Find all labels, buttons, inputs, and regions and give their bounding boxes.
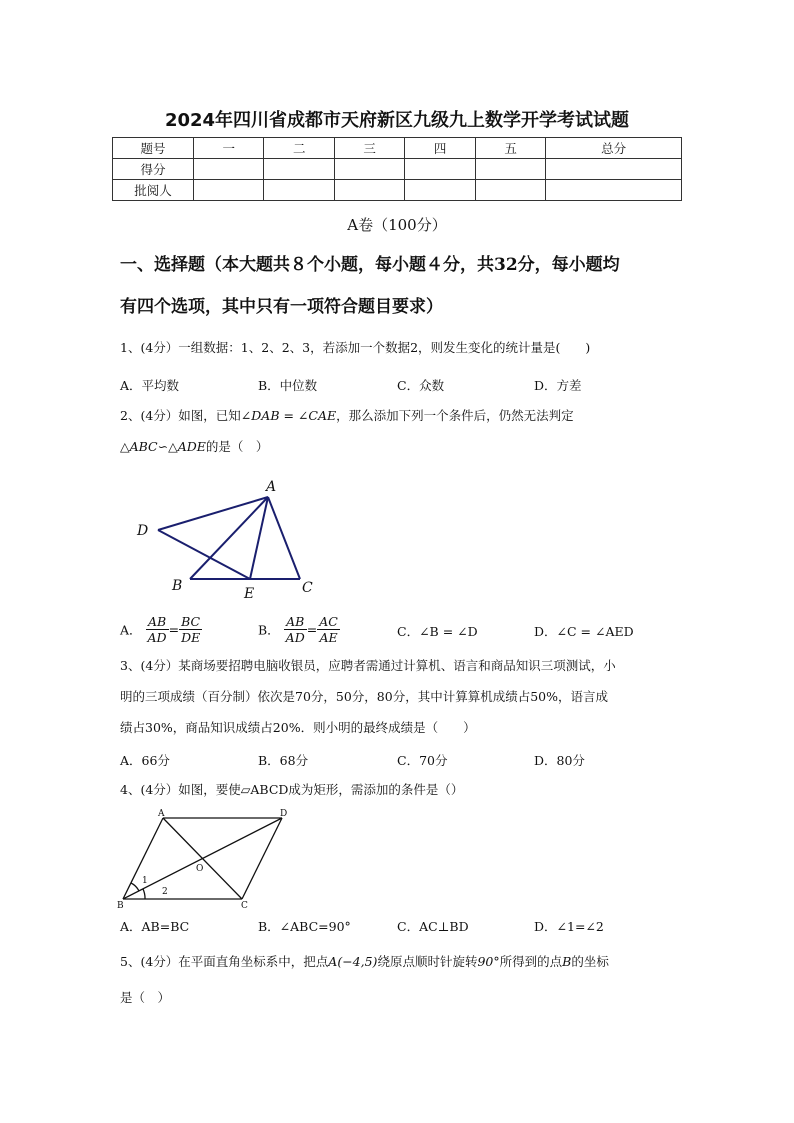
q4-option-b: B．∠ABC=90° — [258, 919, 351, 934]
q2-line1-pre: 2、(4分）如图，已知 — [120, 408, 241, 423]
q2-option-a-label: A． — [120, 622, 142, 638]
table-cell: 总分 — [546, 138, 682, 159]
table-cell — [194, 180, 264, 201]
q4-figure — [115, 806, 300, 911]
segment-dc — [242, 818, 282, 899]
label-a: A — [266, 479, 277, 495]
label-d: D — [280, 809, 288, 819]
numerator: AB — [284, 614, 307, 630]
section-a-heading: A卷（100分） — [347, 216, 447, 234]
fraction — [179, 614, 202, 645]
table-cell — [334, 180, 404, 201]
q2-option-b-label: B． — [258, 622, 280, 638]
table-cell — [264, 159, 334, 180]
table-cell — [334, 159, 404, 180]
q1-option-c: C．众数 — [397, 378, 445, 393]
numerator: BC — [179, 614, 202, 630]
fraction — [284, 614, 307, 645]
q3-option-b: B．68分 — [258, 753, 309, 768]
q3-option-c: C．70分 — [397, 753, 448, 768]
q2-line2 — [120, 431, 680, 463]
table-cell: 四 — [405, 138, 475, 159]
table-row — [113, 159, 682, 180]
q5-point-a: A(−4,5) — [328, 954, 378, 969]
q2-option-b — [258, 614, 340, 645]
angle-1-arc — [131, 883, 139, 891]
q5-point-b: B — [562, 954, 572, 969]
table-row — [113, 138, 682, 159]
q4-text: 4、(4分）如图，要使▱ABCD成为矩形，需添加的条件是（） — [120, 782, 464, 797]
table-row — [113, 180, 682, 201]
label-angle-1: 1 — [142, 876, 148, 886]
q5-line1-post: 的坐标 — [571, 954, 609, 969]
q2-options — [120, 606, 680, 652]
angle-2-arc — [143, 889, 145, 899]
q2-line2-math: △ABC∽△ADE — [120, 439, 206, 454]
q1-option-a: A．平均数 — [120, 378, 180, 393]
table-cell: 批阅人 — [113, 180, 194, 201]
label-c: C — [241, 901, 248, 911]
q3-option-d: D．80分 — [534, 753, 585, 768]
label-c: C — [302, 580, 313, 596]
numerator: AB — [146, 614, 169, 630]
denominator: AD — [285, 630, 305, 645]
table-cell — [475, 159, 545, 180]
table-cell: 三 — [334, 138, 404, 159]
numerator: AC — [319, 614, 338, 629]
table-cell: 题号 — [113, 138, 194, 159]
table-cell: 一 — [194, 138, 264, 159]
q5-line2: 是（ ） — [120, 990, 171, 1005]
q4-option-c: C．AC⊥BD — [397, 919, 469, 934]
table-cell — [546, 159, 682, 180]
segment-de — [158, 530, 250, 579]
label-e: E — [244, 586, 255, 602]
table-cell — [405, 180, 475, 201]
q2-option-d: D．∠C = ∠AED — [534, 624, 634, 639]
q2-option-a — [120, 614, 202, 645]
q5-line1 — [120, 946, 680, 978]
equals: = — [306, 622, 318, 637]
q3-option-a: A．66分 — [120, 753, 170, 768]
q1-option-b: B．中位数 — [258, 378, 318, 393]
diagonal-bd — [123, 818, 282, 899]
denominator: AD — [147, 630, 167, 645]
table-cell — [546, 180, 682, 201]
fraction — [317, 614, 340, 645]
table-cell — [405, 159, 475, 180]
table-cell: 五 — [475, 138, 545, 159]
table-cell: 得分 — [113, 159, 194, 180]
section1-heading-line2: 有四个选项，其中只有一项符合题目要求） — [120, 297, 443, 317]
q2-figure — [130, 475, 330, 605]
segment-ac — [268, 497, 300, 579]
section1-heading-line1: 一、选择题（本大题共８个小题，每小题４分，共32分，每小题均 — [120, 255, 620, 275]
q2-line1 — [120, 400, 680, 432]
label-o: O — [196, 864, 204, 874]
segment-ae — [250, 497, 268, 579]
segment-ba — [123, 818, 163, 899]
q1-text: 1、(4分）一组数据：1、2、2、3，若添加一个数据2，则发生变化的统计量是( ) — [120, 340, 591, 355]
score-table — [112, 137, 682, 201]
q2-option-c: C．∠B = ∠D — [397, 624, 478, 639]
q3-line2: 明的三项成绩（百分制）依次是70分，50分，80分，其中计算算机成绩占50%，语言成 — [120, 689, 609, 704]
table-cell — [194, 159, 264, 180]
label-b: B — [172, 578, 183, 594]
q5-line1-mid2: 所得到的点 — [499, 954, 563, 969]
denominator: AE — [319, 630, 338, 645]
denominator: DE — [181, 630, 201, 645]
equals: = — [168, 622, 180, 637]
q5-line1-mid: 绕原点顺时针旋转 — [377, 954, 478, 969]
q2-line2-post: 的是（ ） — [205, 439, 269, 454]
q5-angle: 90° — [477, 954, 500, 969]
page-title: 2024年四川省成都市天府新区九级九上数学开学考试试题 — [164, 110, 630, 131]
q2-line1-post: ，那么添加下列一个条件后，仍然无法判定 — [336, 408, 574, 423]
label-b: B — [117, 901, 124, 911]
label-a: A — [158, 809, 165, 819]
q1-option-d: D．方差 — [534, 378, 582, 393]
q3-line1: 3、(4分）某商场要招聘电脑收银员，应聘者需通过计算机、语言和商品知识三项测试，小 — [120, 658, 616, 673]
label-d: D — [137, 523, 149, 539]
table-cell: 二 — [264, 138, 334, 159]
q4-option-d: D．∠1=∠2 — [534, 919, 604, 934]
q5-line1-pre: 5、(4分）在平面直角坐标系中，把点 — [120, 954, 329, 969]
table-cell — [475, 180, 545, 201]
q3-line3: 绩占30%，商品知识成绩占20%．则小明的最终成绩是（ ） — [120, 720, 476, 735]
table-cell — [264, 180, 334, 201]
label-angle-2: 2 — [162, 887, 168, 897]
fraction — [146, 614, 169, 645]
q4-option-a: A．AB=BC — [120, 919, 190, 934]
q2-line1-math: ∠DAB = ∠CAE — [240, 408, 337, 423]
